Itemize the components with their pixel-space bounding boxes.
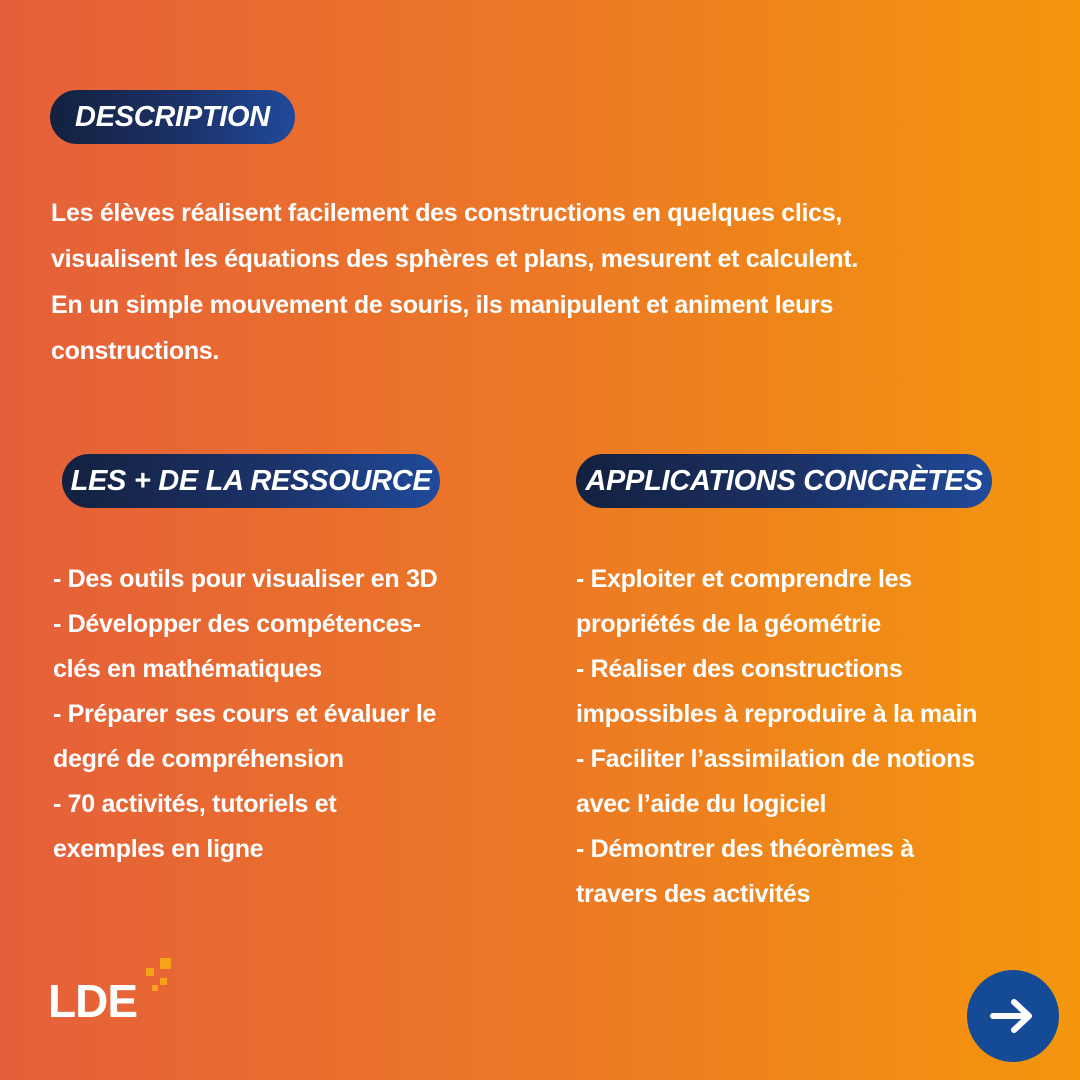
resource-advantages-list	[53, 557, 523, 872]
logo-accent-square	[160, 978, 167, 985]
description-line: En un simple mouvement de souris, ils manipulent et animent leurs	[51, 291, 834, 319]
next-button[interactable]	[967, 970, 1059, 1062]
list-item: impossibles à reproduire à la main	[576, 700, 978, 728]
list-item: exemples en ligne	[53, 835, 264, 863]
list-item: - Développer des compétences-	[53, 610, 421, 638]
logo-text: LDE	[48, 975, 137, 1027]
list-item: - Préparer ses cours et évaluer le	[53, 700, 437, 728]
list-item: - Des outils pour visualiser en 3D	[53, 565, 438, 593]
description-text	[51, 190, 1051, 374]
description-heading-label: DESCRIPTION	[75, 100, 270, 133]
list-item: clés en mathématiques	[53, 655, 322, 683]
description-line: Les élèves réalisent facilement des constructions en quelques clics,	[51, 199, 843, 227]
list-item: - Démontrer des théorèmes à	[576, 835, 914, 863]
description-line: visualisent les équations des sphères et plans, mesurent et calculent.	[51, 245, 859, 273]
description-line: constructions.	[51, 337, 220, 365]
list-item: - Faciliter l’assimilation de notions	[576, 745, 975, 773]
lde-logo	[48, 958, 178, 1028]
arrow-right-icon	[990, 996, 1036, 1036]
list-item: - Réaliser des constructions	[576, 655, 903, 683]
list-item: - 70 activités, tutoriels et	[53, 790, 337, 818]
resource-advantages-heading	[62, 454, 440, 508]
description-heading	[50, 90, 295, 144]
resource-advantages-heading-label: LES + DE LA RESSOURCE	[70, 464, 432, 497]
list-item: propriétés de la géométrie	[576, 610, 881, 638]
logo-accent-square	[160, 958, 171, 969]
logo-accent-square	[152, 985, 158, 991]
list-item: travers des activités	[576, 880, 811, 908]
applications-heading-label: APPLICATIONS CONCRÈTES	[585, 464, 983, 497]
list-item: avec l’aide du logiciel	[576, 790, 827, 818]
list-item: degré de compréhension	[53, 745, 344, 773]
list-item: - Exploiter et comprendre les	[576, 565, 912, 593]
applications-list	[576, 557, 1056, 917]
logo-accent-square	[146, 968, 154, 976]
applications-heading	[576, 454, 992, 508]
